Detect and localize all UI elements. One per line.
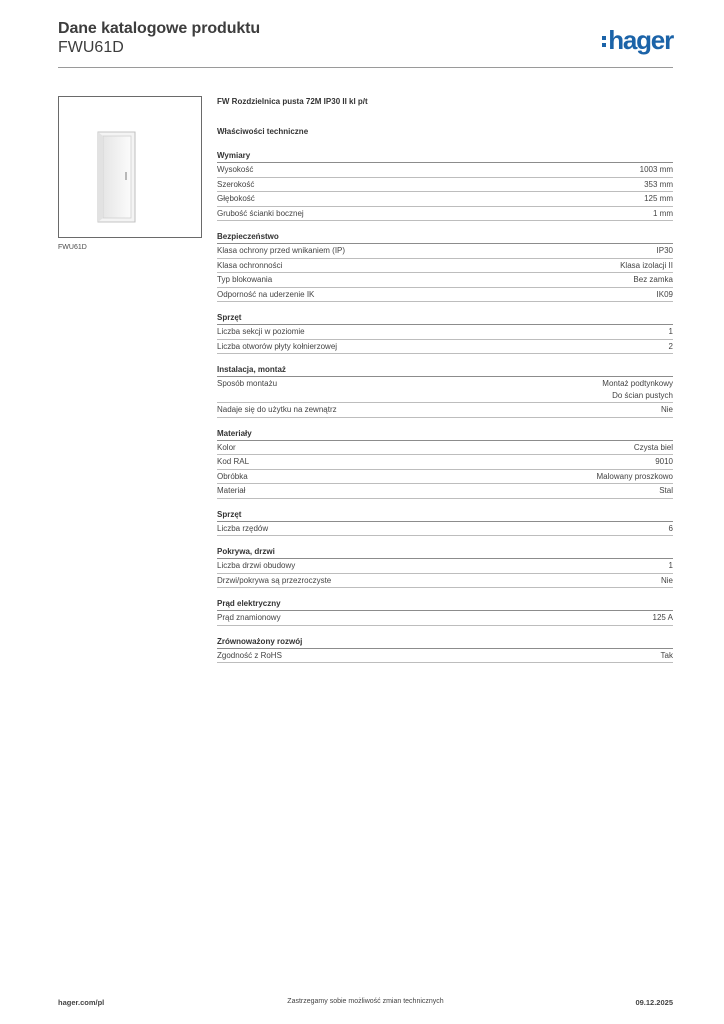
spec-value <box>669 560 673 572</box>
spec-value-line: 125 A <box>652 613 673 622</box>
spec-label: Materiał <box>217 486 246 495</box>
spec-label: Liczba drzwi obudowy <box>217 561 296 570</box>
spec-group <box>217 364 673 418</box>
spec-row <box>217 455 673 470</box>
page-header <box>58 20 673 68</box>
spec-label: Szerokość <box>217 179 255 189</box>
spec-row <box>217 484 673 499</box>
spec-label: Klasa ochronności <box>217 260 283 270</box>
spec-value-line: 1 mm <box>653 208 673 218</box>
spec-value-line: Czysta biel <box>633 442 673 452</box>
document-title: Dane katalogowe produktu <box>58 20 261 37</box>
spec-value <box>661 575 673 587</box>
logo-dots-icon <box>602 36 606 47</box>
spec-row <box>217 377 673 403</box>
spec-label: Kolor <box>217 442 236 452</box>
spec-value-line: 1 <box>668 327 673 336</box>
spec-group-title: Wymiary <box>217 150 673 163</box>
spec-row <box>217 611 673 626</box>
spec-value <box>602 378 673 401</box>
spec-label: Liczba sekcji w poziomie <box>217 327 305 336</box>
spec-value <box>640 164 673 176</box>
spec-value <box>669 341 673 353</box>
spec-value-line: IK09 <box>656 289 673 299</box>
spec-group-title: Sprzęt <box>217 312 673 325</box>
spec-group-title: Prąd elektryczny <box>217 598 673 611</box>
footer-date: 09.12.2025 <box>635 998 673 1007</box>
spec-label: Grubość ścianki bocznej <box>217 208 304 218</box>
spec-row <box>217 522 673 537</box>
image-caption: FWU61D <box>58 244 87 251</box>
spec-label: Obróbka <box>217 471 248 481</box>
product-name: FW Rozdzielnica pusta 72M IP30 II kl p/t <box>217 97 368 106</box>
spec-value <box>669 523 673 535</box>
spec-row <box>217 574 673 589</box>
spec-row <box>217 163 673 178</box>
spec-row <box>217 178 673 193</box>
spec-value <box>655 456 673 468</box>
spec-value <box>634 442 673 454</box>
enclosure-illustration-icon <box>59 97 201 237</box>
spec-value <box>653 612 673 624</box>
spec-value <box>644 193 673 205</box>
spec-value <box>597 471 673 483</box>
spec-value-line: IP30 <box>656 246 673 255</box>
page-footer <box>58 998 673 1010</box>
spec-value-line: 1 <box>668 561 673 570</box>
spec-value <box>644 179 673 191</box>
spec-value-line: Bez zamka <box>633 275 673 284</box>
spec-row <box>217 559 673 574</box>
technical-properties-heading: Właściwości techniczne <box>217 127 309 136</box>
spec-group <box>217 546 673 588</box>
spec-label: Wysokość <box>217 165 254 174</box>
spec-group <box>217 636 673 664</box>
spec-row <box>217 192 673 207</box>
spec-value-line: 2 <box>668 341 673 351</box>
spec-value <box>657 245 673 257</box>
spec-value-line: Nie <box>660 405 673 414</box>
spec-value-line: 6 <box>668 523 673 533</box>
spec-value-line: 1003 mm <box>639 165 673 174</box>
spec-value-line: 353 mm <box>644 179 673 189</box>
spec-groups <box>217 150 673 663</box>
spec-group <box>217 428 673 499</box>
spec-label: Odporność na uderzenie IK <box>217 289 315 299</box>
spec-value <box>661 404 673 416</box>
spec-label: Drzwi/pokrywa są przezroczyste <box>217 575 332 585</box>
logo-text: hager <box>608 25 673 55</box>
spec-value <box>657 289 673 301</box>
spec-row <box>217 325 673 340</box>
spec-label: Zgodność z RoHS <box>217 650 282 660</box>
spec-group <box>217 150 673 221</box>
spec-row <box>217 273 673 288</box>
footer-disclaimer: Zastrzegamy sobie możliwość zmian technicznych <box>287 998 444 1005</box>
spec-value-line: Stal <box>659 486 673 495</box>
spec-value <box>620 260 673 272</box>
spec-group <box>217 231 673 302</box>
spec-value <box>633 274 673 286</box>
header-divider <box>58 67 673 68</box>
spec-row <box>217 259 673 274</box>
spec-value <box>653 208 673 220</box>
spec-value-line: Nie <box>660 575 673 585</box>
spec-value-line: 9010 <box>655 457 673 466</box>
spec-row <box>217 207 673 222</box>
specifications <box>217 96 673 663</box>
spec-value-line: Malowany proszkowo <box>596 471 673 481</box>
spec-row <box>217 649 673 664</box>
spec-group-title: Sprzęt <box>217 509 673 522</box>
spec-row <box>217 340 673 355</box>
spec-value-line: Tak <box>660 650 673 660</box>
footer-website: hager.com/pl <box>58 998 105 1007</box>
spec-label: Prąd znamionowy <box>217 613 281 622</box>
spec-row <box>217 441 673 456</box>
spec-label: Nadaje się do użytku na zewnątrz <box>217 405 337 414</box>
spec-row <box>217 244 673 259</box>
spec-group <box>217 509 673 537</box>
spec-group-title: Materiały <box>217 428 673 441</box>
spec-label: Liczba rzędów <box>217 523 269 533</box>
spec-group-title: Instalacja, montaż <box>217 364 673 377</box>
spec-group-title: Bezpieczeństwo <box>217 231 673 244</box>
spec-value <box>669 326 673 338</box>
hager-logo <box>602 26 673 54</box>
spec-value-line: Montaż podtynkowy <box>602 379 673 388</box>
spec-label: Klasa ochrony przed wnikaniem (IP) <box>217 246 346 255</box>
spec-row <box>217 288 673 303</box>
spec-group <box>217 598 673 626</box>
spec-group-title: Pokrywa, drzwi <box>217 546 673 559</box>
spec-label: Kod RAL <box>217 457 250 466</box>
product-image <box>58 96 202 238</box>
spec-row <box>217 403 673 418</box>
spec-label: Głębokość <box>217 194 255 203</box>
spec-label: Sposób montażu <box>217 379 278 388</box>
spec-value-line: 125 mm <box>644 194 673 203</box>
spec-group-title: Zrównoważony rozwój <box>217 636 673 649</box>
spec-value <box>659 485 673 497</box>
spec-value-line: Klasa izolacji II <box>620 260 673 270</box>
product-code: FWU61D <box>58 39 124 56</box>
spec-label: Typ blokowania <box>217 275 273 284</box>
spec-value-line: Do ścian pustych <box>612 390 673 400</box>
spec-group <box>217 312 673 354</box>
spec-label: Liczba otworów płyty kołnierzowej <box>217 341 338 351</box>
spec-value <box>661 650 673 662</box>
spec-row <box>217 470 673 485</box>
